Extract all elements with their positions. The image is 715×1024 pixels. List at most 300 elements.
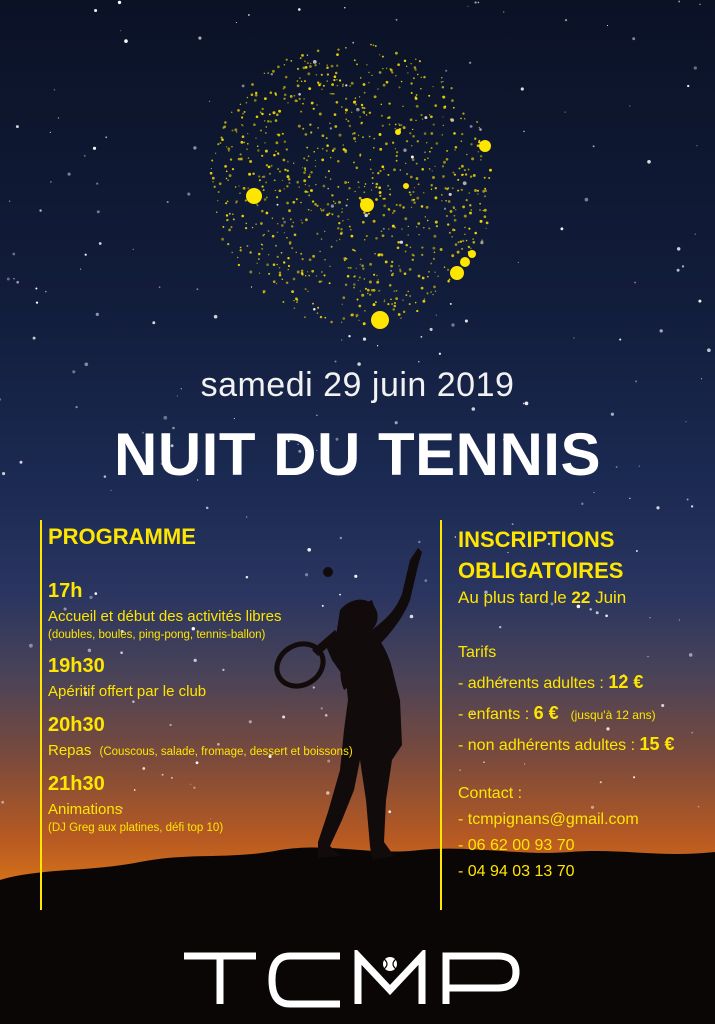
- constellation-dot: [430, 291, 431, 292]
- constellation-dot: [373, 147, 375, 149]
- constellation-dot: [359, 197, 362, 200]
- star: [634, 282, 636, 284]
- constellation-dot: [432, 86, 433, 87]
- constellation-dot: [390, 69, 393, 72]
- constellation-dot: [244, 111, 246, 113]
- constellation-dot: [377, 88, 378, 89]
- constellation-dot: [353, 137, 356, 140]
- constellation-dot: [389, 124, 391, 126]
- constellation-dot: [224, 165, 227, 168]
- constellation-dot: [389, 194, 391, 196]
- constellation-dot: [255, 92, 257, 94]
- star: [619, 339, 621, 341]
- constellation-dot: [235, 202, 237, 204]
- constellation-dot: [283, 261, 285, 263]
- constellation-dot: [249, 251, 251, 253]
- star: [479, 128, 482, 131]
- constellation-dot: [436, 225, 438, 227]
- constellation-dot: [336, 101, 339, 104]
- constellation-dot: [334, 202, 336, 204]
- constellation-dot: [469, 212, 472, 215]
- star: [632, 37, 635, 40]
- constellation-dot: [469, 192, 471, 194]
- constellation-dot: [392, 308, 394, 310]
- constellation-dot: [277, 232, 279, 234]
- constellation-dot: [442, 86, 444, 88]
- constellation-dot: [378, 254, 380, 256]
- constellation-dot: [303, 179, 306, 182]
- constellation-dot: [362, 221, 365, 224]
- programme-description: Accueil et début des activités libres: [48, 608, 282, 625]
- constellation-dot: [406, 66, 407, 67]
- star: [390, 270, 391, 271]
- tarif-line: [458, 672, 705, 693]
- constellation-dot: [304, 316, 306, 318]
- constellation-dot: [380, 253, 382, 255]
- constellation-dot: [392, 142, 394, 144]
- constellation-dot: [360, 122, 362, 124]
- constellation-dot: [285, 76, 288, 79]
- star: [377, 345, 378, 346]
- constellation-dot: [227, 243, 229, 245]
- constellation-dot: [338, 201, 341, 204]
- constellation-dot: [386, 68, 387, 69]
- constellation-dot: [351, 235, 354, 238]
- star: [474, 1, 476, 3]
- constellation-dot: [468, 169, 470, 171]
- constellation-dot: [337, 215, 339, 217]
- tarif-price: 6 €: [533, 703, 559, 723]
- constellation-dot: [412, 191, 414, 193]
- constellation-dot: [390, 298, 392, 300]
- constellation-dot: [337, 227, 340, 230]
- constellation-dot: [406, 140, 408, 142]
- constellation-dot: [294, 233, 297, 236]
- constellation-dot: [371, 189, 372, 190]
- constellation-dot: [256, 115, 259, 118]
- constellation-dot: [403, 126, 406, 129]
- constellation-dot: [423, 192, 425, 194]
- star: [9, 201, 10, 202]
- constellation-dot: [261, 210, 264, 213]
- constellation-dot: [246, 148, 248, 150]
- constellation-dot: [345, 112, 346, 113]
- constellation-dot: [238, 264, 240, 266]
- constellation-dot: [231, 129, 233, 131]
- constellation-dot: [301, 270, 303, 272]
- constellation-dot: [362, 107, 364, 109]
- star: [364, 214, 367, 217]
- star: [560, 227, 563, 230]
- star: [442, 81, 443, 82]
- constellation-dot: [286, 281, 289, 284]
- star: [214, 315, 218, 319]
- constellation-dot: [412, 129, 413, 130]
- constellation-dot: [337, 186, 339, 188]
- constellation-dot: [214, 186, 216, 188]
- programme-description: Repas: [48, 742, 92, 759]
- constellation-dot: [260, 111, 262, 113]
- star: [12, 253, 15, 256]
- constellation-dot: [353, 249, 355, 251]
- constellation-dot: [239, 193, 240, 194]
- constellation-dot: [413, 199, 415, 201]
- constellation-dot: [370, 168, 372, 170]
- star: [1, 801, 4, 804]
- constellation-dot: [347, 275, 350, 278]
- constellation-dot: [360, 154, 361, 155]
- constellation-dot: [322, 148, 323, 149]
- constellation-dot: [453, 207, 455, 209]
- constellation-dot: [310, 189, 313, 192]
- constellation-dot: [429, 168, 431, 170]
- constellation-dot: [322, 134, 325, 137]
- constellation-dot: [413, 77, 415, 79]
- constellation-dot: [233, 218, 235, 220]
- constellation-dot: [414, 66, 417, 69]
- constellation-dot: [286, 59, 288, 61]
- constellation-dot: [383, 84, 386, 87]
- constellation-dot: [387, 174, 389, 176]
- star: [85, 254, 87, 256]
- constellation-dot: [476, 121, 478, 123]
- constellation-dot: [262, 186, 264, 188]
- constellation-dot: [379, 133, 382, 136]
- constellation-dot: [282, 133, 284, 135]
- constellation-dot: [373, 44, 375, 46]
- constellation-dot: [270, 91, 273, 94]
- constellation-dot: [381, 104, 382, 105]
- star: [687, 499, 689, 501]
- constellation-dot: [410, 63, 411, 64]
- constellation-dot: [313, 108, 315, 110]
- constellation-dot: [267, 120, 269, 122]
- constellation-dot: [373, 274, 375, 276]
- constellation-dot: [430, 184, 432, 186]
- constellation-dot: [418, 183, 420, 185]
- constellation-dot: [391, 303, 393, 305]
- constellation-dot: [415, 120, 416, 121]
- star: [411, 156, 414, 159]
- star: [96, 313, 99, 316]
- constellation-dot: [461, 140, 463, 142]
- constellation-dot: [442, 175, 445, 178]
- constellation-dot: [310, 131, 312, 133]
- constellation-dot: [240, 153, 242, 155]
- star: [331, 205, 334, 208]
- constellation-dot: [392, 212, 394, 214]
- constellation-dot: [255, 223, 257, 225]
- constellation-dot: [312, 200, 314, 202]
- constellation-dot: [460, 241, 462, 243]
- constellation-dot: [395, 148, 396, 149]
- constellation-dot: [305, 275, 306, 276]
- constellation-dot: [378, 186, 381, 189]
- constellation-dot: [484, 189, 487, 192]
- constellation-dot: [240, 104, 241, 105]
- constellation-dot: [266, 212, 269, 215]
- star: [445, 70, 447, 72]
- star: [242, 84, 245, 87]
- constellation-dot: [432, 170, 433, 171]
- constellation-dot: [334, 113, 337, 116]
- constellation-dot: [333, 79, 335, 81]
- constellation-dot: [464, 169, 466, 171]
- constellation-dot: [381, 115, 383, 117]
- constellation-dot: [442, 96, 445, 99]
- constellation-dot: [324, 259, 326, 261]
- constellation-dot: [360, 258, 362, 260]
- star: [424, 579, 427, 582]
- constellation-dot: [312, 255, 315, 258]
- constellation-dot: [448, 200, 451, 203]
- constellation-dot: [232, 252, 233, 253]
- constellation-dot: [478, 151, 479, 152]
- constellation-dot: [383, 214, 386, 217]
- star: [707, 348, 711, 352]
- constellation-dot: [416, 197, 419, 200]
- constellation-dot: [447, 223, 449, 225]
- constellation-dot: [219, 142, 221, 144]
- constellation-dot: [311, 102, 314, 105]
- constellation-dot: [300, 57, 302, 59]
- constellation-dot: [224, 121, 226, 123]
- constellation-dot: [395, 297, 398, 300]
- star: [410, 615, 414, 619]
- constellation-dot: [288, 265, 290, 267]
- constellation-dot: [231, 146, 232, 147]
- star: [344, 7, 345, 8]
- star: [647, 160, 651, 164]
- constellation-dot: [347, 199, 348, 200]
- constellation-dot: [433, 258, 435, 260]
- constellation-dot: [327, 203, 330, 206]
- constellation-dot: [237, 109, 240, 112]
- constellation-dot: [282, 301, 284, 303]
- constellation-dot: [415, 302, 416, 303]
- constellation-dot: [277, 152, 279, 154]
- constellation-dot: [355, 141, 356, 142]
- constellation-dot: [330, 157, 332, 159]
- star: [611, 413, 614, 416]
- constellation-dot: [331, 213, 333, 215]
- star: [120, 30, 121, 31]
- star: [234, 418, 235, 419]
- constellation-dot: [412, 135, 415, 138]
- constellation-dot: [301, 222, 303, 224]
- constellation-dot: [373, 303, 376, 306]
- constellation-dot: [455, 243, 458, 246]
- constellation-dot: [353, 287, 355, 289]
- constellation-dot: [220, 136, 222, 138]
- constellation-dot: [359, 276, 361, 278]
- constellation-dot: [307, 72, 310, 75]
- constellation-dot: [297, 84, 300, 87]
- star: [84, 155, 86, 157]
- constellation-dot: [342, 304, 343, 305]
- constellation-dot: [265, 132, 266, 133]
- constellation-dot: [247, 143, 249, 145]
- constellation-dot: [317, 148, 318, 149]
- constellation-dot: [257, 149, 259, 151]
- constellation-dot: [429, 151, 431, 153]
- star: [695, 234, 696, 235]
- constellation-dot: [410, 82, 412, 84]
- constellation-dot: [247, 133, 248, 134]
- constellation-dot: [347, 120, 349, 122]
- constellation-dot: [435, 187, 437, 189]
- constellation-dot: [354, 275, 356, 277]
- constellation-dot: [387, 303, 389, 305]
- constellation-dot: [382, 234, 385, 237]
- constellation-dot: [391, 235, 393, 237]
- constellation-dot: [234, 128, 237, 131]
- constellation-dot: [231, 226, 233, 228]
- constellation-dot: [240, 141, 243, 144]
- constellation-dot: [366, 235, 368, 237]
- constellation-dot: [276, 264, 278, 266]
- tarif-label: - enfants :: [458, 706, 534, 723]
- constellation-dot: [326, 150, 328, 152]
- constellation-dot: [337, 48, 339, 50]
- contact-email[interactable]: - tcmpignans@gmail.com: [458, 811, 639, 828]
- star: [39, 209, 41, 211]
- constellation-dot: [432, 247, 435, 250]
- constellation-dot: [330, 93, 332, 95]
- constellation-dot: [404, 217, 407, 220]
- constellation-dot: [420, 88, 422, 90]
- constellation-dot: [308, 155, 310, 157]
- constellation-dot: [428, 271, 430, 273]
- constellation-dot: [339, 79, 341, 81]
- star: [45, 291, 47, 293]
- constellation-dot: [221, 138, 224, 141]
- constellation-dot: [342, 84, 344, 86]
- constellation-dot: [446, 158, 449, 161]
- constellation-dot: [449, 232, 451, 234]
- constellation-dot: [279, 267, 281, 269]
- constellation-dot: [279, 271, 281, 273]
- constellation-dot: [353, 101, 356, 104]
- constellation-dot: [227, 179, 229, 181]
- star: [7, 278, 10, 281]
- constellation-dot: [360, 77, 362, 79]
- constellation-dot: [435, 290, 437, 292]
- constellation-dot: [413, 201, 415, 203]
- constellation-dot: [348, 187, 350, 189]
- constellation-dot: [304, 190, 307, 193]
- constellation-dot: [397, 241, 400, 244]
- constellation-dot: [356, 167, 359, 170]
- constellation-dot: [360, 290, 361, 291]
- constellation-dot: [395, 52, 398, 55]
- constellation-dot: [432, 294, 433, 295]
- constellation-dot: [471, 157, 474, 160]
- constellation-dot: [418, 275, 421, 278]
- constellation-dot: [324, 231, 326, 233]
- constellation-dot: [263, 176, 265, 178]
- star: [16, 125, 19, 128]
- star: [677, 269, 680, 272]
- deadline-prefix: Au plus tard le: [458, 588, 567, 607]
- constellation-dot: [445, 200, 447, 202]
- constellation-dot: [381, 230, 383, 232]
- star: [124, 39, 128, 43]
- constellation-dot: [396, 155, 398, 157]
- constellation-dot: [212, 181, 213, 182]
- constellation-dot: [227, 200, 229, 202]
- constellation-dot: [268, 273, 270, 275]
- constellation-dot: [416, 94, 418, 96]
- constellation-dot: [404, 272, 407, 275]
- constellation-dot: [272, 235, 275, 238]
- constellation-dot: [473, 174, 476, 177]
- constellation-dot: [477, 144, 480, 147]
- constellation-dot: [362, 136, 364, 138]
- constellation-dot: [396, 160, 398, 162]
- constellation-dot: [323, 185, 326, 188]
- programme-time: 20h30: [48, 714, 105, 736]
- constellation-dot: [410, 246, 412, 248]
- constellation-dot: [302, 167, 303, 168]
- constellation-dot: [266, 164, 268, 166]
- star: [424, 116, 427, 119]
- constellation-dot: [345, 109, 348, 112]
- constellation-dot: [243, 142, 244, 143]
- tarif-line: [458, 734, 705, 755]
- constellation-dot: [305, 184, 306, 185]
- constellation-dot: [338, 222, 340, 224]
- constellation-dot: [384, 299, 386, 301]
- star: [573, 337, 574, 338]
- constellation-dot: [298, 125, 301, 128]
- constellation-dot: [336, 65, 338, 67]
- constellation-dot: [316, 104, 317, 105]
- constellation-dot: [261, 155, 263, 157]
- constellation-dot: [459, 167, 461, 169]
- constellation-dot: [324, 317, 326, 319]
- programme-description-with-note: [48, 742, 400, 759]
- contact-phone[interactable]: - 04 94 03 13 70: [458, 863, 575, 880]
- star: [50, 132, 51, 133]
- constellation-dot: [309, 65, 312, 68]
- constellation-dot: [289, 241, 292, 244]
- constellation-dot: [423, 227, 424, 228]
- star: [372, 183, 373, 184]
- constellation-dot: [354, 191, 355, 192]
- constellation-dot: [275, 119, 278, 122]
- constellation-dot: [283, 88, 285, 90]
- constellation-dot: [287, 175, 290, 178]
- constellation-dot: [342, 296, 345, 299]
- star: [699, 4, 700, 5]
- constellation-dot: [409, 295, 411, 297]
- constellation-dot: [348, 182, 350, 184]
- star: [467, 6, 468, 7]
- registration-deadline: [458, 588, 705, 608]
- star: [316, 415, 317, 416]
- constellation-dot: [386, 81, 389, 84]
- constellation-dot: [304, 167, 306, 169]
- constellation-dot: [301, 258, 303, 260]
- star: [694, 66, 697, 69]
- star: [439, 353, 441, 355]
- constellation-dot: [276, 283, 277, 284]
- contact-phone[interactable]: - 06 62 00 93 70: [458, 837, 575, 854]
- constellation-dot: [461, 189, 463, 191]
- constellation-dot: [317, 307, 319, 309]
- constellation-dot: [219, 182, 222, 185]
